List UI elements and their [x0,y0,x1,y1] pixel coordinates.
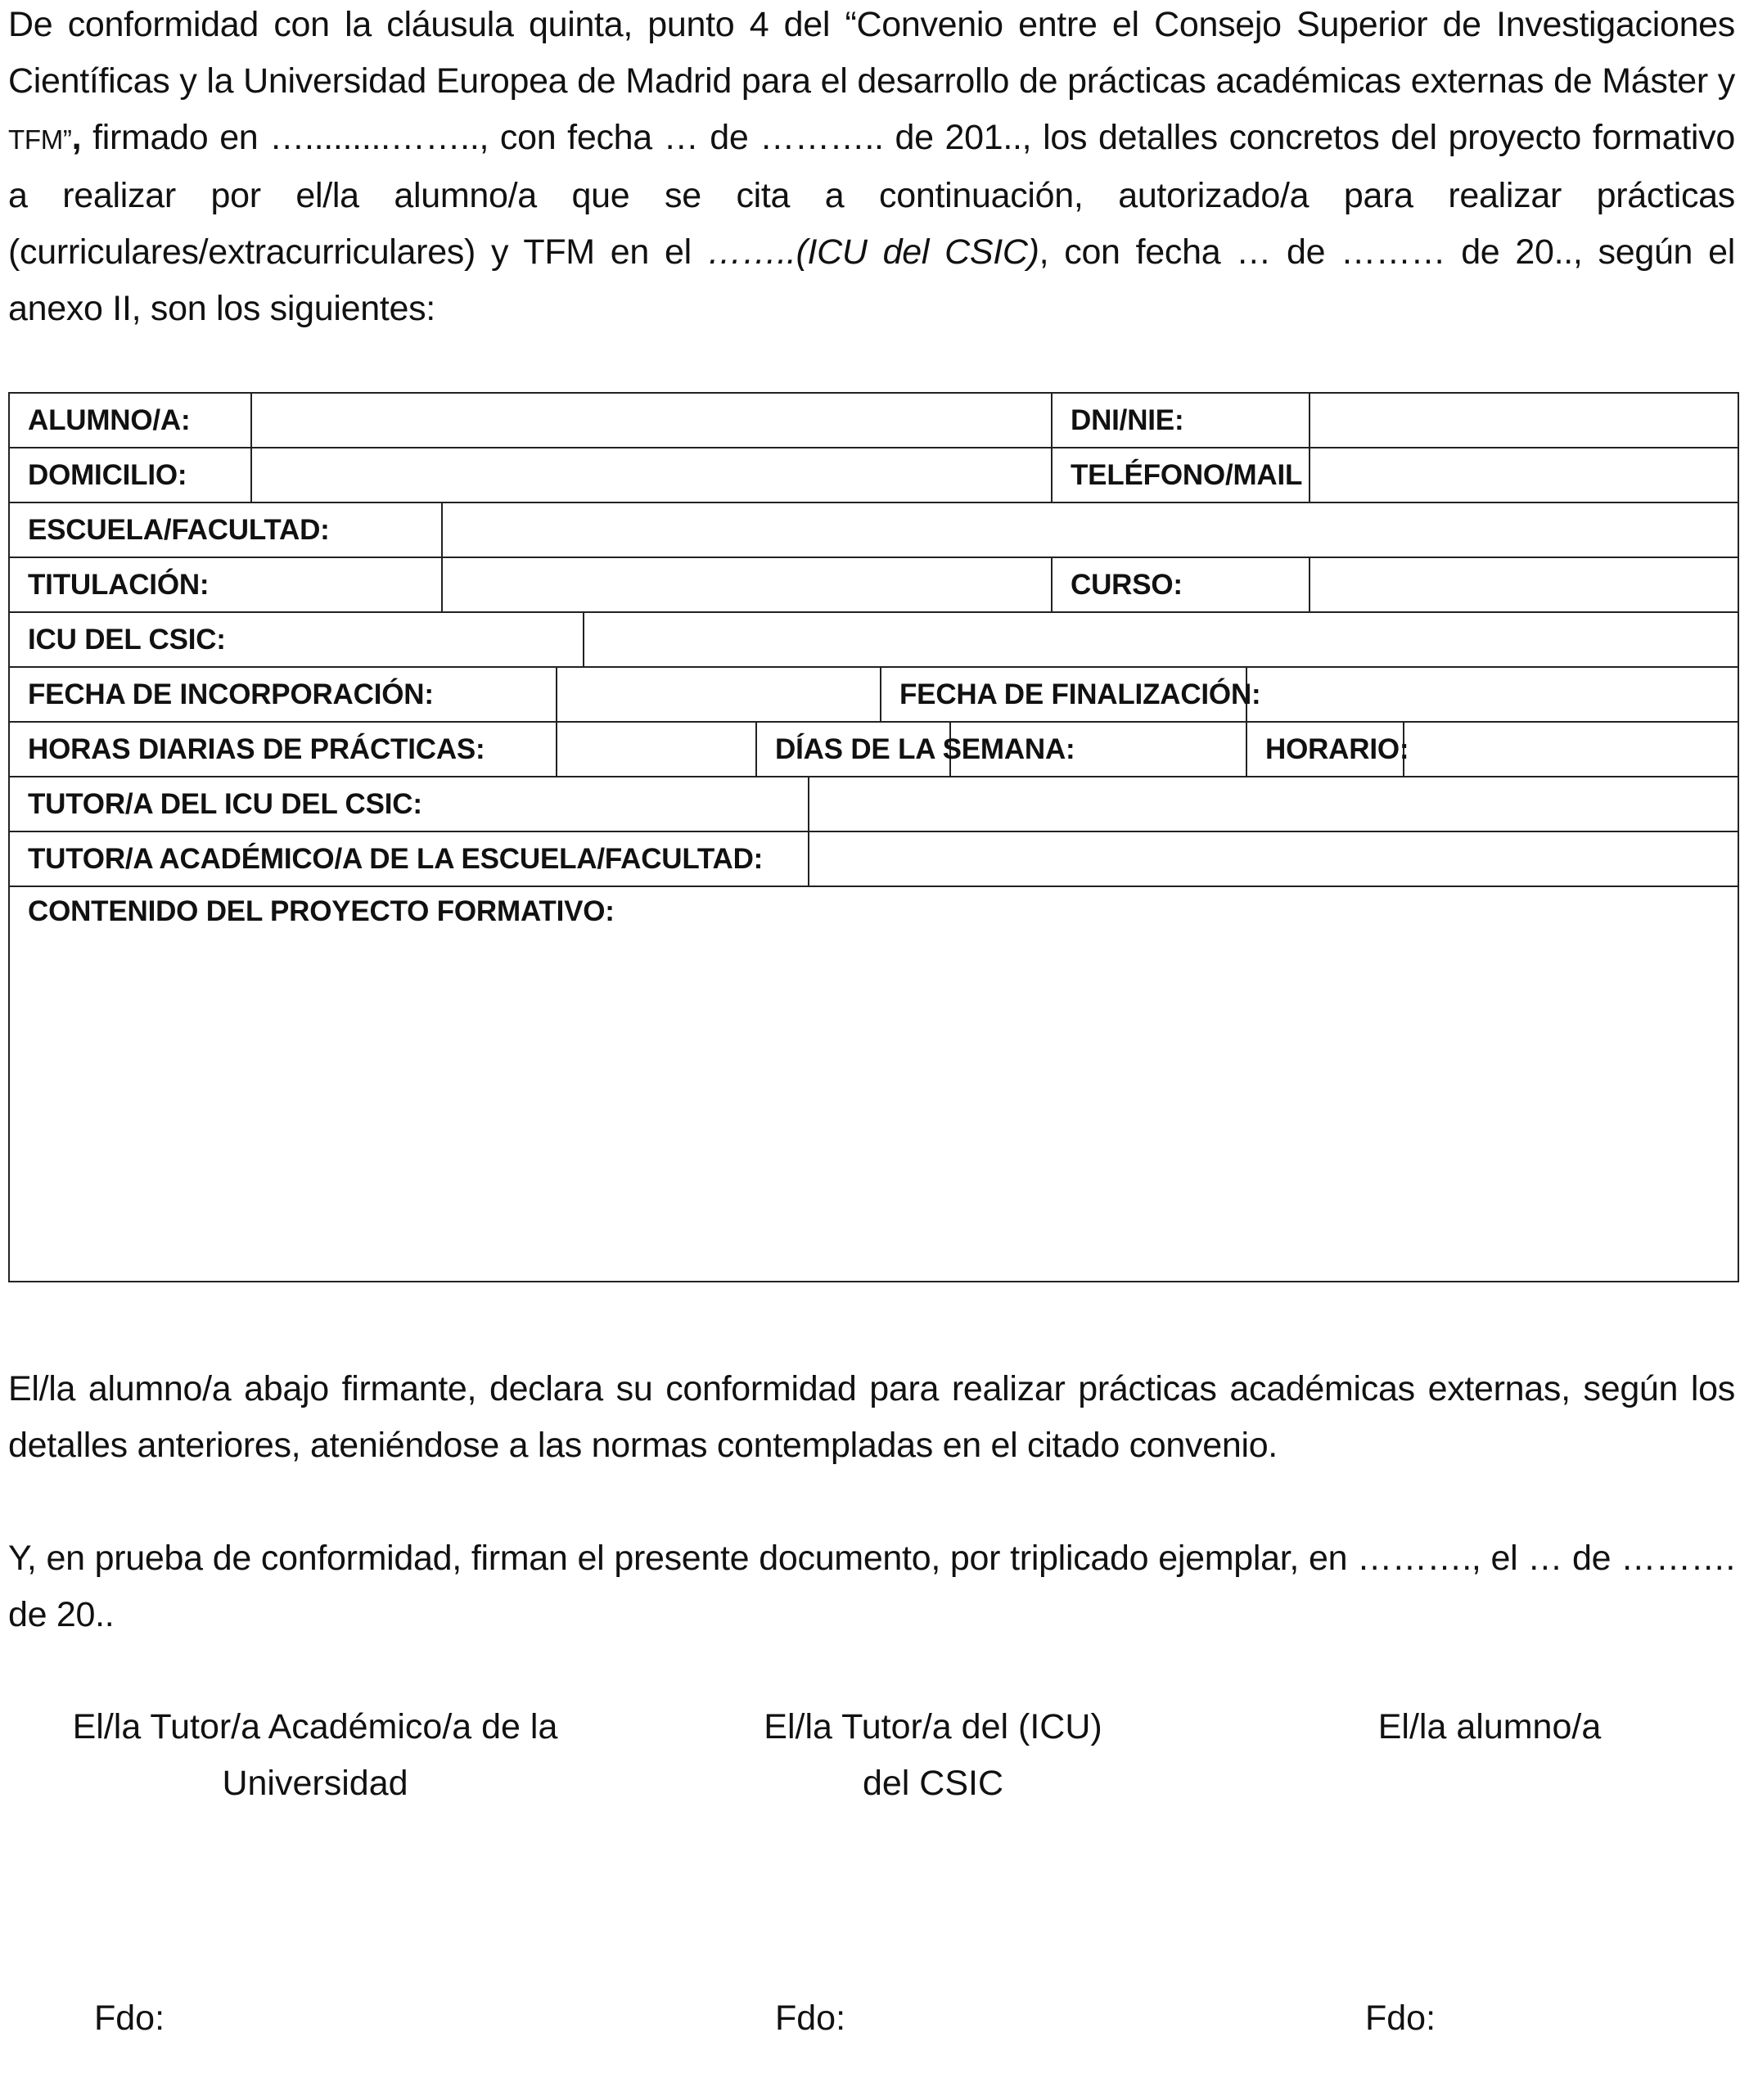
row-contenido [9,886,1738,1282]
signature-block-tutor-icu [720,1699,1146,1812]
signature-fdo-alumno: Fdo: [1365,1999,1436,2038]
field-fecha-finalizacion[interactable] [1246,667,1738,722]
field-horario[interactable] [1404,722,1738,777]
row-tutor-academico [9,831,1738,886]
row-titulacion [9,557,1738,612]
field-domicilio[interactable] [251,448,1052,502]
label-contenido: CONTENIDO DEL PROYECTO FORMATIVO: [28,895,615,927]
signature-block-tutor-academico [49,1699,581,1812]
signature-title-line-2: Universidad [222,1764,408,1803]
label-alumno: ALUMNO/A: [9,393,251,448]
intro-tfm: TFM” [8,124,72,155]
field-contenido[interactable] [9,886,1738,1282]
row-horas [9,722,1738,777]
field-icu[interactable] [584,612,1738,667]
signature-block-alumno [1285,1699,1694,1755]
label-telefono: TELÉFONO/MAIL [1052,448,1310,502]
label-tutor-icu: TUTOR/A DEL ICU DEL CSIC: [9,777,809,831]
signature-title-line-1: El/la alumno/a [1377,1707,1602,1746]
label-horario: HORARIO: [1246,722,1404,777]
declaration-paragraph: El/la alumno/a abajo firmante, declara su conformidad para realizar prácticas académicas externas, según los detalles anteriores, ateniéndose a las normas contempladas en el citado convenio. [8,1369,1735,1465]
project-form-table [8,392,1739,1282]
proof-paragraph: Y, en prueba de conformidad, firman el presente documento, por triplicado ejemplar, en ………., el … de ………. de 20.. [8,1539,1735,1634]
field-telefono[interactable] [1310,448,1738,502]
label-domicilio: DOMICILIO: [9,448,251,502]
field-tutor-academico[interactable] [809,831,1738,886]
label-curso: CURSO: [1052,557,1310,612]
row-domicilio [9,448,1738,502]
signature-title-line-1: El/la Tutor/a Académico/a de la [72,1707,558,1746]
signature-fdo-tutor-icu: Fdo: [775,1999,846,2038]
label-dni: DNI/NIE: [1052,393,1310,448]
label-dias: DÍAS DE LA SEMANA: [756,722,950,777]
label-icu: ICU DEL CSIC: [9,612,584,667]
intro-text-1: De conformidad con la cláusula quinta, punto 4 del “Convenio entre el Consejo Superior de Investigaciones Científicas y la Universidad Europea de Madrid para el desarrollo de prácticas académicas externas de Máster y [8,5,1735,101]
field-alumno[interactable] [251,393,1052,448]
signature-title-line-1: El/la Tutor/a del (ICU) [764,1707,1102,1746]
row-alumno [9,393,1738,448]
field-curso[interactable] [1310,557,1738,612]
label-titulacion: TITULACIÓN: [9,557,442,612]
intro-icu-placeholder: ……..(ICU del CSIC) [706,232,1039,272]
field-fecha-incorporacion[interactable] [557,667,881,722]
row-fechas [9,667,1738,722]
label-horas: HORAS DIARIAS DE PRÁCTICAS: [9,722,557,777]
field-escuela[interactable] [442,502,1738,557]
field-tutor-icu[interactable] [809,777,1738,831]
intro-paragraph [8,0,1735,337]
label-tutor-academico: TUTOR/A ACADÉMICO/A DE LA ESCUELA/FACULTAD: [9,831,809,886]
label-fecha-finalizacion: FECHA DE FINALIZACIÓN: [881,667,1246,722]
row-escuela [9,502,1738,557]
field-horas[interactable] [557,722,756,777]
label-fecha-incorporacion: FECHA DE INCORPORACIÓN: [9,667,557,722]
row-tutor-icu [9,777,1738,831]
intro-comma: , [71,118,82,157]
intro-text-3: , con fecha … de ……… de 20.., según el anexo II, son los siguientes: [8,232,1736,328]
signature-title-line-2: del CSIC [862,1764,1004,1803]
intro-text-2: firmado en ….........…….., con fecha … de ……….. de 201.., los detalles concretos del proyecto formativo a realizar por el/la alumno/a que se cita a continuación, autorizado/a para realizar prácticas (curriculares/extracurriculares) y TFM en el [8,118,1735,272]
row-icu [9,612,1738,667]
signature-fdo-tutor-academico: Fdo: [94,1999,165,2038]
label-escuela: ESCUELA/FACULTAD: [9,502,442,557]
field-titulacion[interactable] [442,557,1052,612]
field-dni[interactable] [1310,393,1738,448]
